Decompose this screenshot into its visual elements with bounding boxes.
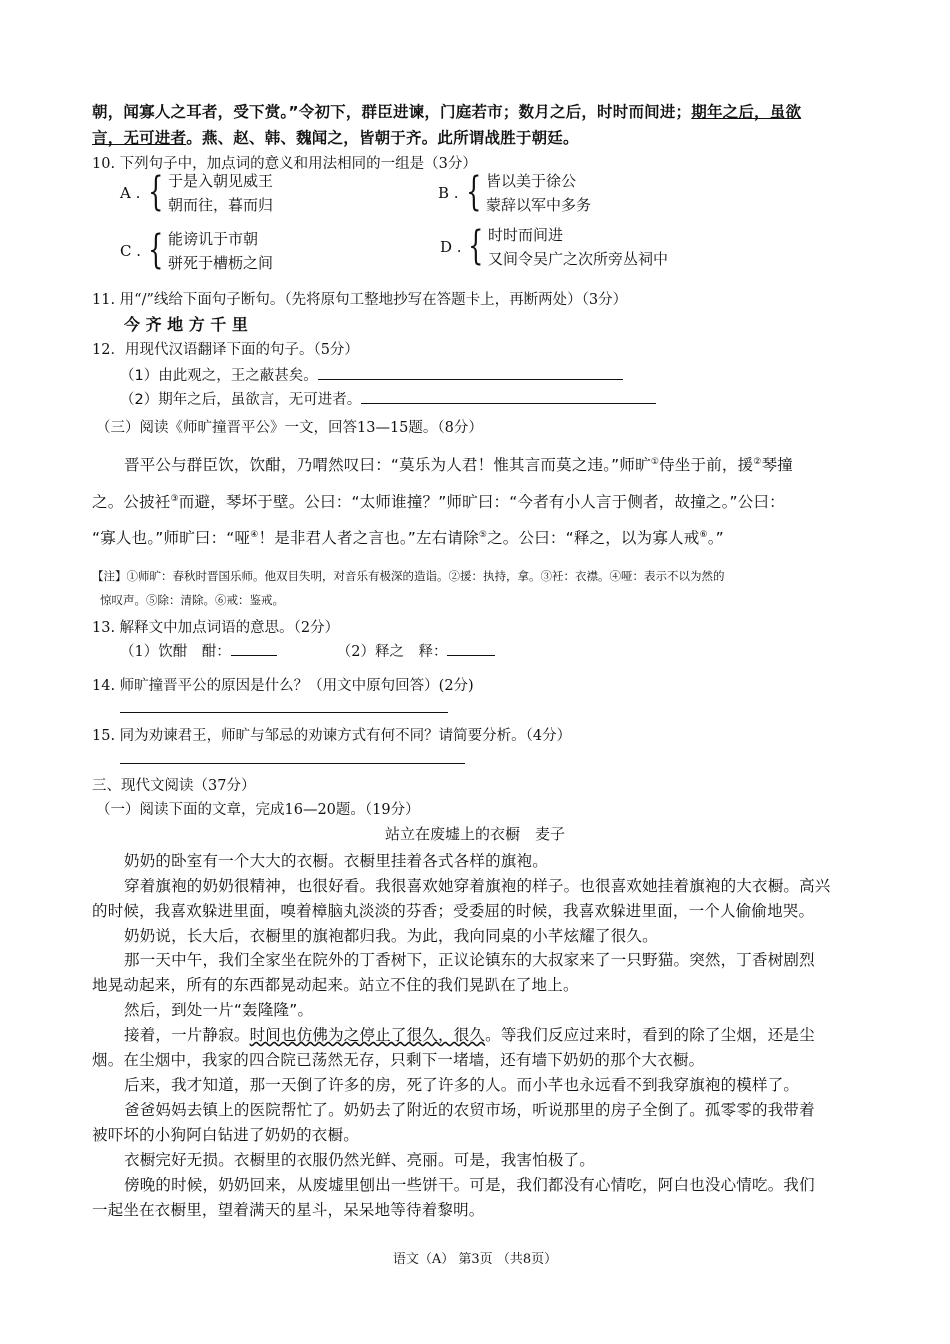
question-13-stem: 13. 解释文中加点词语的意思。（2分） (92, 620, 340, 636)
answer-line[interactable] (120, 712, 448, 713)
article-paragraph: 爸爸妈妈去镇上的医院帮忙了。奶奶去了附近的农贸市场，听说那里的房子全倒了。孤零零的我带着 (124, 1101, 815, 1119)
item-text: （2）释之 释： (336, 644, 448, 660)
passage-text: 。燕、赵、韩、魏闻之，皆朝于齐。此所谓战胜于朝廷。 (186, 129, 579, 147)
article-paragraph: 烟。在尘烟中，我家的四合院已荡然无存，只剩下一堵墙，还有墙下奶奶的那个大衣橱。 (92, 1051, 705, 1069)
option-sentence-2: 骈死于槽枥之间 (168, 254, 274, 272)
option-sentence-1: 能谤讥于市朝 (168, 230, 259, 248)
article-paragraph: 傍晚的时候，奶奶回来，从废墟里刨出一些饼干。可是，我们都没有心情吃，阿白也没心情吃。我们 (124, 1176, 815, 1194)
option-sentence-1: 皆以美于徐公 (486, 172, 577, 190)
article-paragraph: 奶奶说，长大后，衣橱里的旗袍都归我。为此，我向同桌的小芊炫耀了很久。 (124, 927, 658, 945)
classical-passage-line-3 (92, 526, 872, 548)
answer-blank[interactable] (231, 641, 277, 656)
question-12-sentence-1 (120, 364, 900, 385)
section-3-stem: （三）阅读《师旷撞晋平公》一文，回答13—15题。（8分） (96, 420, 483, 436)
option-sentence-1: 于是入朝见威王 (168, 172, 274, 190)
question-13-items (120, 640, 900, 661)
passage-text: 朝，闻寡人之耳者，受下赏。”令初下，群臣进谏，门庭若市；数月之后，时时而间进； (92, 103, 692, 121)
item-text: （1）饮酣 酣： (120, 644, 231, 660)
option-sentence-2: 又间令吴广之次所旁丛祠中 (488, 250, 669, 268)
part-3-heading: 三、现代文阅读（37分） (92, 778, 256, 794)
wavy-underlined-text: 时间也仿佛为之停止了很久，很久 (249, 1026, 486, 1044)
option-label: D . (440, 238, 462, 256)
brace-icon: { (148, 227, 164, 273)
footnote-mark: ③ (170, 493, 179, 504)
article-paragraph: 一起坐在衣橱里，望着满天的星斗，呆呆地等待着黎明。 (92, 1201, 485, 1219)
passage-text: 而避，琴坏于壁。公曰：“太师谁撞？”师旷曰：“今者有小人言于侧者，故撞之。”公曰： (178, 493, 785, 511)
footnote-mark: ⑤ (478, 529, 488, 540)
question-14-stem: 14. 师旷撞晋平公的原因是什么？（用文中原句回答）(2分) (92, 678, 474, 694)
passage-text: 之。公曰：“释之，以为寡人戒 (487, 529, 700, 547)
passage-text: 侍坐于前，援 (659, 456, 754, 474)
article-paragraph: 然后，到处一片“轰隆隆”。 (124, 1001, 314, 1019)
page-footer: 语文（A） 第3页 （共8页） (392, 1252, 558, 1267)
article-paragraph: 奶奶的卧室有一个大大的衣橱。衣橱里挂着各式各样的旗袍。 (124, 852, 548, 870)
passage-text: “寡人也。”师旷曰：“哑 (92, 529, 251, 547)
answer-line[interactable] (120, 763, 465, 764)
sentence-text: （2）期年之后，虽欲言，无可进者。 (120, 392, 362, 408)
passage-end-line-1 (92, 100, 872, 122)
option-label: A . (120, 184, 141, 202)
question-11-stem: 11. 用“/”线给下面句子断句。（先将原句工整地抄写在答题卡上，再断两处）（3分） (92, 292, 628, 308)
option-sentence-2: 蒙辞以军中多务 (486, 196, 592, 214)
question-10-stem: 10. 下列句子中，加点词的意义和用法相同的一组是（3分） (92, 156, 477, 172)
article-paragraph: 被吓坏的小狗阿白钻进了奶奶的衣橱。 (92, 1126, 359, 1144)
footnote-line-2: 惊叹声。⑤除：清除。⑥戒：鉴戒。 (100, 593, 284, 607)
passage-end-line-2 (92, 126, 872, 148)
classical-passage-line-2 (92, 490, 872, 512)
article-paragraph: 地晃动起来，所有的东西都晃动起来。站立不住的我们晃趴在了地上。 (92, 976, 579, 994)
article-paragraph: 穿着旗袍的奶奶很精神，也很好看。我很喜欢她穿着旗袍的样子。也很喜欢她挂着旗袍的大衣橱。高兴 (124, 877, 831, 895)
option-label: C . (120, 242, 142, 260)
footnote-mark: ⑥ (699, 529, 708, 540)
brace-icon: { (148, 169, 164, 215)
article-paragraph: 衣橱完好无损。衣橱里的衣服仍然光鲜、亮丽。可是，我害怕极了。 (124, 1151, 596, 1169)
underlined-text: 言，无可进者 (92, 129, 187, 147)
article-text: 。等我们反应过来时，看到的除了尘烟，还是尘 (485, 1026, 815, 1044)
answer-blank[interactable] (318, 365, 623, 380)
option-sentence-1: 时时而间进 (488, 226, 564, 244)
passage-text: 之。公披衽 (92, 493, 171, 511)
article-title: 站立在废墟上的衣橱 麦子 (384, 825, 565, 843)
question-12-sentence-2 (120, 388, 900, 409)
classical-passage-line-1 (124, 453, 904, 475)
passage-text: 琴撞 (761, 456, 793, 474)
article-paragraph: 后来，我才知道，那一天倒了许多的房，死了许多的人。而小芊也永远看不到我穿旗袍的模样了。 (124, 1076, 800, 1094)
footnote-mark: ① (650, 456, 660, 467)
brace-icon: { (466, 169, 482, 215)
question-15-stem: 15. 同为劝谏君王，师旷与邹忌的劝谏方式有何不同？请简要分析。（4分） (92, 728, 572, 744)
article-paragraph: 的时候，我喜欢躲进里面，嗅着樟脑丸淡淡的芬香；受委屈的时候，我喜欢躲进里面，一个人偷偷地哭。 (92, 902, 815, 920)
footnote-mark: ④ (250, 529, 259, 540)
footnote-mark: ② (753, 456, 762, 467)
passage-text: ！是非君人者之言也。”左右请除 (258, 529, 479, 547)
brace-icon: { (468, 223, 484, 269)
underlined-text: 期年之后，虽欲 (691, 103, 802, 121)
article-text: 接着，一片静寂。 (124, 1026, 250, 1044)
footnote-line-1: 【注】①师旷：春秋时晋国乐师。他双目失明，对音乐有极深的造诣。②援：执持，拿。③衽：衣襟。④哑：表示不以为然的 (92, 569, 725, 583)
part-3-subheading: （一）阅读下面的文章，完成16—20题。（19分） (96, 802, 420, 818)
passage-text: 晋平公与群臣饮，饮酣，乃喟然叹曰：“莫乐为人君！惟其言而莫之违。”师旷 (124, 456, 651, 474)
article-paragraph: 那一天中午，我们全家坐在院外的丁香树下，正议论镇东的大叔家来了一只野猫。突然，丁香树剧烈 (124, 951, 815, 969)
answer-blank[interactable] (361, 389, 656, 404)
question-11-sentence: 今 齐 地 方 千 里 (124, 315, 248, 334)
option-label: B . (438, 184, 459, 202)
article-paragraph (124, 1023, 904, 1045)
option-sentence-2: 朝而往，暮而归 (168, 196, 274, 214)
answer-blank[interactable] (447, 641, 495, 656)
question-12-stem: 12．用现代汉语翻译下面的句子。（5分） (92, 342, 359, 358)
sentence-text: （1）由此观之，王之蔽甚矣。 (120, 368, 318, 384)
passage-text: 。” (707, 529, 724, 547)
